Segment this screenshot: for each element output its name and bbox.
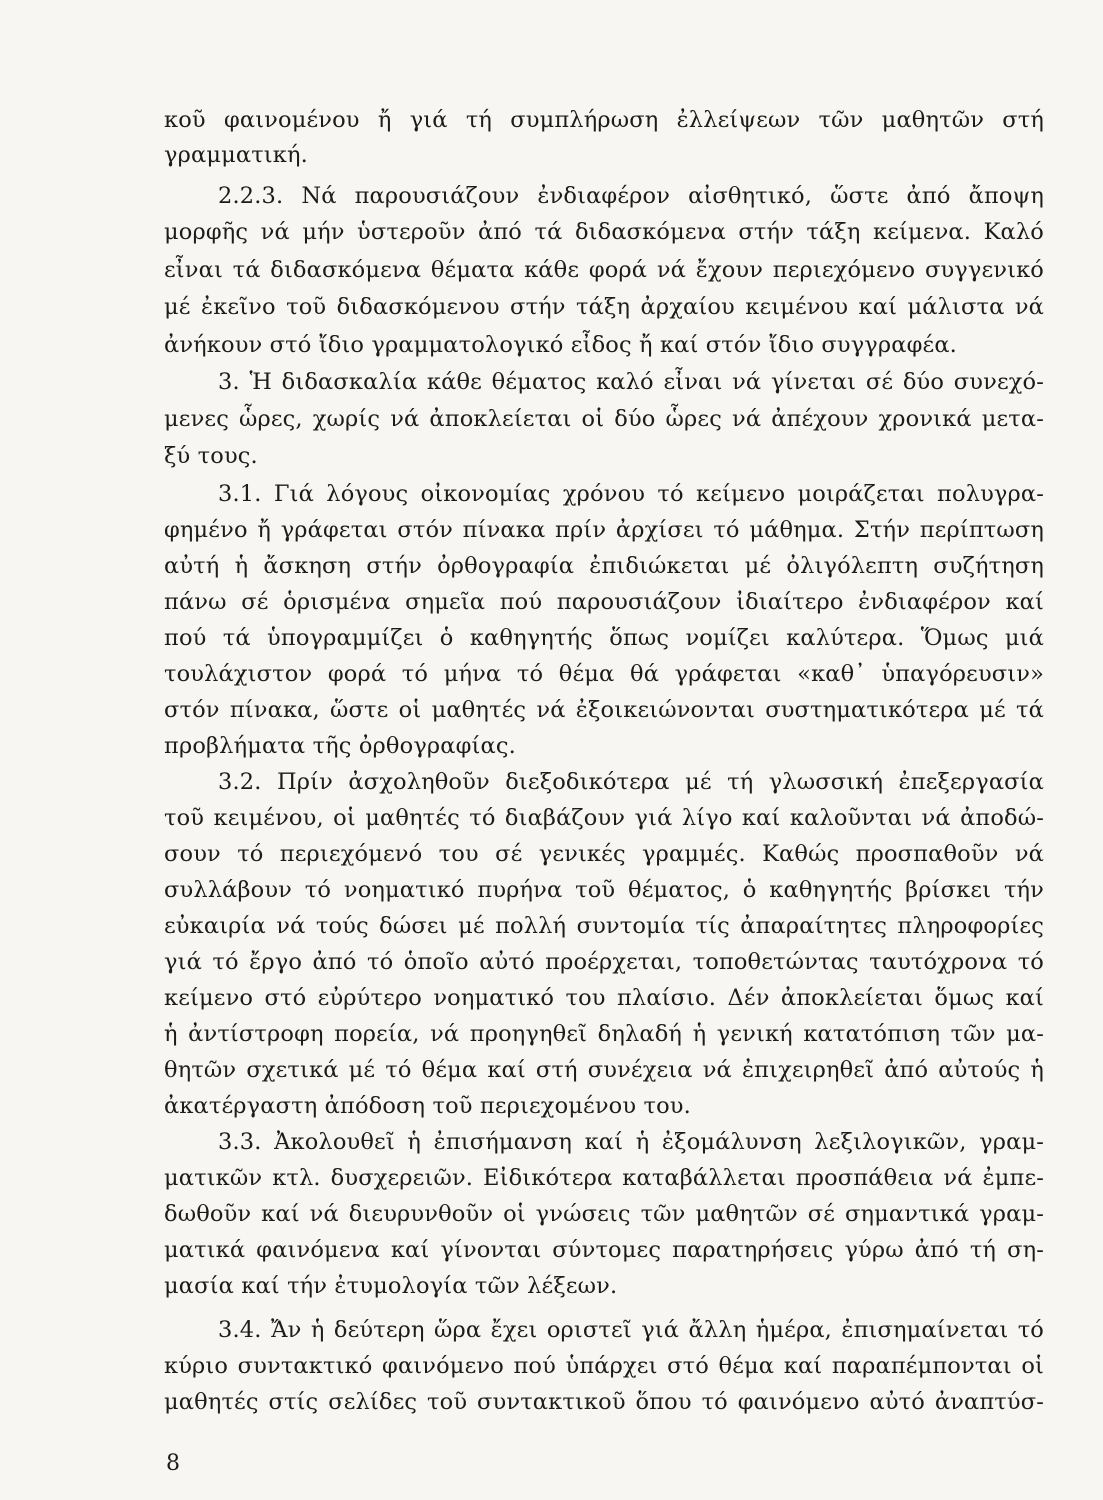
text-line: αὐτή ἡ ἄσκηση στήν ὀρθογραφία ἐπιδιώκεται μέ ὀλιγόλεπτη συζήτηση <box>164 553 1044 579</box>
section-3-3-start: 3.3. Ἀκολουθεῖ ἡ ἐπισήμανση καί ἡ ἐξομάλυνση λεξιλογικῶν, γραμ- <box>218 1129 1044 1155</box>
text-line: σουν τό περιεχόμενό του σέ γενικές γραμμές. Καθώς προσπαθοῦν νά <box>164 841 1044 867</box>
section-3-2-start: 3.2. Πρίν ἀσχοληθοῦν διεξοδικότερα μέ τή γλωσσική ἐπεξεργασία <box>218 769 1044 795</box>
text-line: πάνω σέ ὁρισμένα σημεῖα πού παρουσιάζουν ἰδιαίτερο ἐνδιαφέρον καί <box>164 589 1044 615</box>
text-line: τουλάχιστον φορά τό μήνα τό θέμα θά γράφεται «καθ᾽ ὑπαγόρευσιν» <box>164 661 1044 687</box>
text-line: συλλάβουν τό νοηματικό πυρήνα τοῦ θέματος, ὁ καθηγητής βρίσκει τήν <box>164 877 1044 903</box>
text-line: μέ ἐκεῖνο τοῦ διδασκόμενου στήν τάξη ἀρχαίου κειμένου καί μάλιστα νά <box>164 294 1044 320</box>
text-line: ξύ τους. <box>164 443 258 469</box>
text-line: φημένο ἤ γράφεται στόν πίνακα πρίν ἀρχίσει τό μάθημα. Στήν περίπτωση <box>164 517 1044 543</box>
text-line: ἀκατέργαστη ἀπόδοση τοῦ περιεχομένου του. <box>164 1093 691 1119</box>
text-line: δωθοῦν καί νά διευρυνθοῦν οἱ γνώσεις τῶν μαθητῶν σέ σημαντικά γραμ- <box>164 1201 1044 1227</box>
text-line: ἀνήκουν στό ἴδιο γραμματολογικό εἶδος ἤ καί στόν ἴδιο συγγραφέα. <box>164 332 957 358</box>
text-line: μαθητές στίς σελίδες τοῦ συντακτικοῦ ὅπου τό φαινόμενο αὐτό ἀναπτύσ- <box>164 1389 1044 1415</box>
section-3-4-start: 3.4. Ἄν ἡ δεύτερη ὥρα ἔχει οριστεῖ γιά ἄλλη ἡμέρα, ἐπισημαίνεται τό <box>218 1317 1044 1343</box>
page-number: 8 <box>166 1451 180 1476</box>
section-2-2-3-start: 2.2.3. Νά παρουσιάζουν ἐνδιαφέρον αἰσθητικό, ὥστε ἀπό ἄποψη <box>218 183 1044 209</box>
text-line: πού τά ὑπογραμμίζει ὁ καθηγητής ὅπως νομίζει καλύτερα. Ὅμως μιά <box>164 625 1044 651</box>
text-line: κοῦ φαινομένου ἤ γιά τή συμπλήρωση ἐλλείψεων τῶν μαθητῶν στή <box>164 107 1044 133</box>
section-3-start: 3. Ἡ διδασκαλία κάθε θέματος καλό εἶναι νά γίνεται σέ δύο συνεχό- <box>218 369 1044 395</box>
section-3-1-start: 3.1. Γιά λόγους οἰκονομίας χρόνου τό κείμενο μοιράζεται πολυγρα- <box>218 481 1044 507</box>
text-line: κύριο συντακτικό φαινόμενο πού ὑπάρχει στό θέμα καί παραπέμπονται οἱ <box>164 1353 1044 1379</box>
text-line: προβλήματα τῆς ὀρθογραφίας. <box>164 733 516 759</box>
text-line: μενες ὧρες, χωρίς νά ἀποκλείεται οἱ δύο ὧρες νά ἀπέχουν χρονικά μετα- <box>164 406 1044 432</box>
text-line: τοῦ κειμένου, οἱ μαθητές τό διαβάζουν γιά λίγο καί καλοῦνται νά ἀποδώ- <box>164 805 1044 831</box>
text-line: μορφῆς νά μήν ὑστεροῦν ἀπό τά διδασκόμενα στήν τάξη κείμενα. Καλό <box>164 219 1044 245</box>
text-line: κείμενο στό εὐρύτερο νοηματικό του πλαίσιο. Δέν ἀποκλείεται ὅμως καί <box>164 985 1044 1011</box>
text-line: γιά τό ἔργο ἀπό τό ὁποῖο αὐτό προέρχεται, τοποθετώντας ταυτόχρονα τό <box>164 949 1044 975</box>
text-line: ἡ ἀντίστροφη πορεία, νά προηγηθεῖ δηλαδή ἡ γενική κατατόπιση τῶν μα- <box>164 1021 1044 1047</box>
text-line: ματικῶν κτλ. δυσχερειῶν. Εἰδικότερα καταβάλλεται προσπάθεια νά ἐμπε- <box>164 1165 1044 1191</box>
text-line: εἶναι τά διδασκόμενα θέματα κάθε φορά νά ἔχουν περιεχόμενο συγγενικό <box>164 257 1044 283</box>
text-line: θητῶν σχετικά μέ τό θέμα καί στή συνέχεια νά ἐπιχειρηθεῖ ἀπό αὐτούς ἡ <box>164 1057 1044 1083</box>
text-line: ματικά φαινόμενα καί γίνονται σύντομες παρατηρήσεις γύρω ἀπό τή ση- <box>164 1237 1044 1263</box>
text-line: στόν πίνακα, ὥστε οἱ μαθητές νά ἐξοικειώνονται συστηματικότερα μέ τά <box>164 697 1044 723</box>
text-line: γραμματική. <box>164 142 308 168</box>
text-line: μασία καί τήν ἐτυμολογία τῶν λέξεων. <box>164 1273 618 1299</box>
text-line: εὐκαιρία νά τούς δώσει μέ πολλή συντομία τίς ἀπαραίτητες πληροφορίες <box>164 913 1044 939</box>
